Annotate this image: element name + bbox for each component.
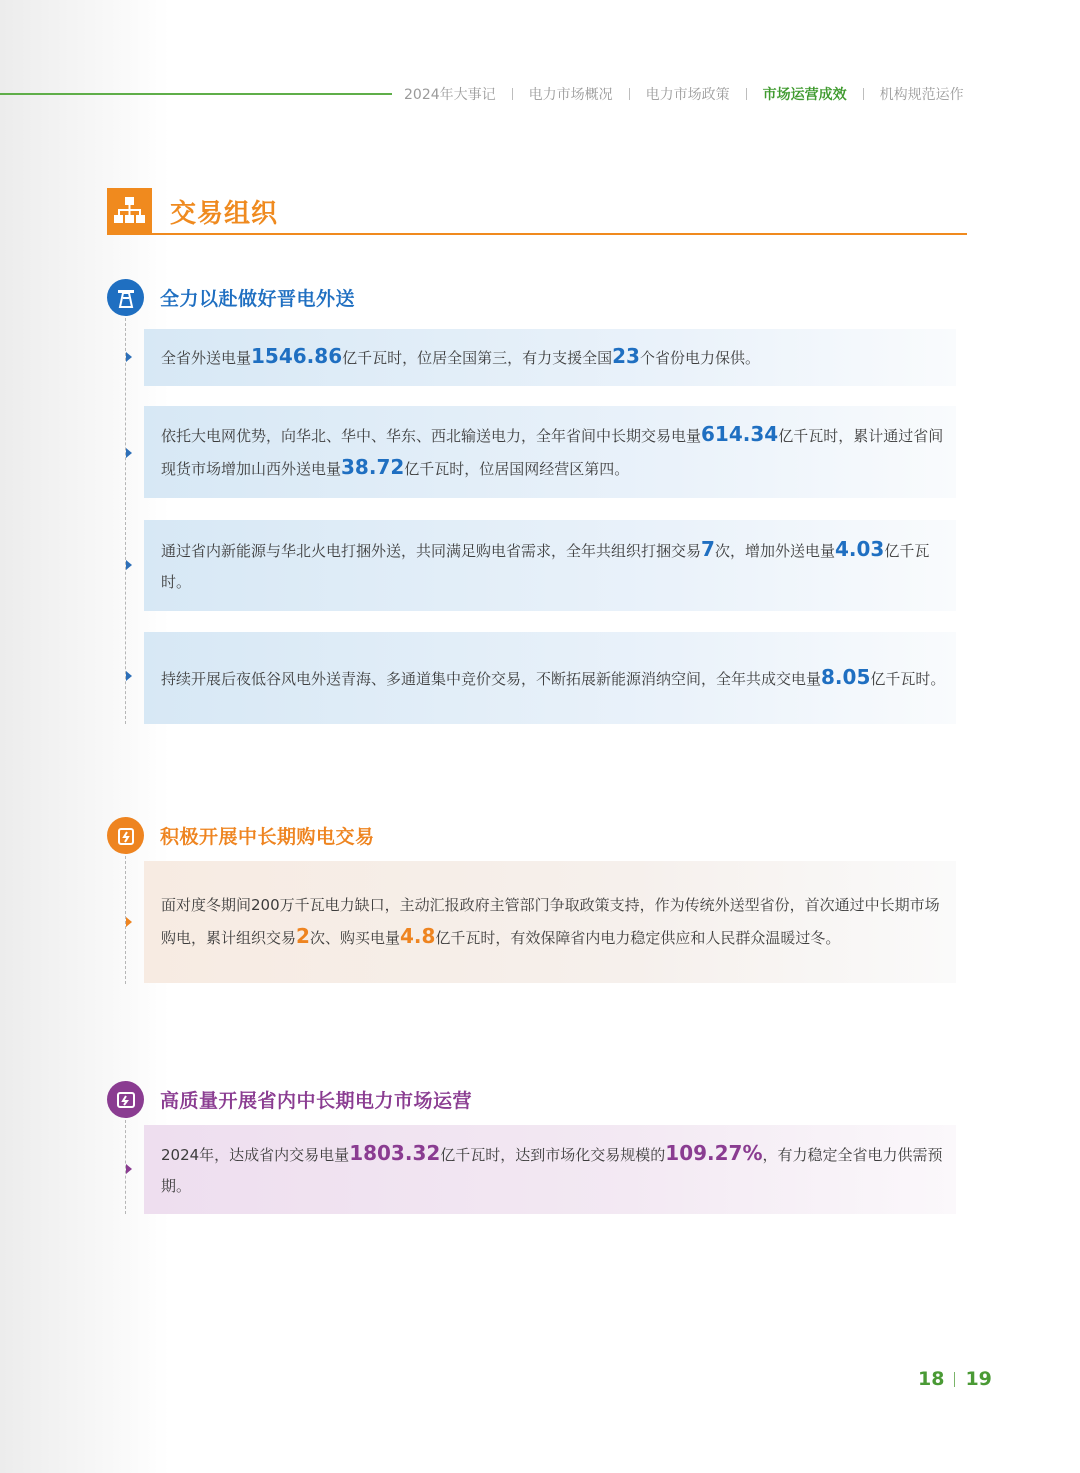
highlight-number: 7 <box>701 536 715 561</box>
highlight-number: 38.72 <box>341 455 405 479</box>
page-number-right: 19 <box>965 1368 992 1390</box>
card-text: 通过省内新能源与华北火电打捆外送，共同满足购电省需求，全年共组织打捆交易 <box>161 541 702 560</box>
nav-item-institution[interactable]: 机构规范运作 <box>879 87 964 103</box>
card-text: 2024年，达成省内交易电量 <box>161 1145 350 1164</box>
section-underline <box>107 233 967 235</box>
market-icon <box>107 1081 144 1118</box>
nav-separator <box>629 88 630 100</box>
card-text: 亿千瓦时。 <box>161 541 930 591</box>
section-title: 交易组织 <box>170 199 279 229</box>
org-chart-icon <box>107 188 152 233</box>
highlight-number: 4.03 <box>834 536 885 561</box>
page-number-left: 18 <box>918 1368 945 1390</box>
card-export-3 <box>144 520 956 611</box>
highlight-number: 1546.86 <box>251 344 343 368</box>
card-text: 亿千瓦时，有效保障省内电力稳定供应和人民群众温暖过冬。 <box>435 929 841 947</box>
card-export-2 <box>144 406 956 498</box>
bullet-arrow-icon <box>126 671 132 681</box>
nav-item-overview[interactable]: 电力市场概况 <box>528 87 613 103</box>
card-text: 亿千瓦时，位居全国第三，有力支援全国 <box>342 349 613 367</box>
highlight-number: 614.34 <box>701 422 779 446</box>
card-purchase-1 <box>144 861 956 983</box>
card-text: 亿千瓦时，达到市场化交易规模的 <box>440 1145 666 1164</box>
card-text: ，有力稳定全省电力供需预期。 <box>161 1145 943 1195</box>
page-number-separator <box>954 1372 955 1387</box>
bullet-arrow-icon <box>126 560 132 570</box>
card-text: 全省外送电量 <box>161 349 252 367</box>
card-text: 次、购买电量 <box>309 929 400 947</box>
group-title-purchase: 积极开展中长期购电交易 <box>160 826 375 848</box>
nav-separator <box>746 88 747 100</box>
chapter-nav <box>404 84 964 104</box>
nav-item-events[interactable]: 2024年大事记 <box>404 87 496 103</box>
nav-item-policy[interactable]: 电力市场政策 <box>645 87 730 103</box>
highlight-number: 2 <box>296 924 310 948</box>
nav-separator <box>512 88 513 100</box>
highlight-number: 8.05 <box>821 664 871 689</box>
purchase-icon <box>107 817 144 854</box>
highlight-number: 23 <box>612 344 640 368</box>
card-provincial-1 <box>144 1125 956 1214</box>
highlight-number: 1803.32 <box>349 1140 441 1165</box>
card-text: 持续开展后夜低谷风电外送青海、多通道集中竞价交易，不断拓展新能源消纳空间，全年共成交电量 <box>161 669 822 688</box>
bullet-arrow-icon <box>126 917 132 927</box>
highlight-number: 4.8 <box>399 924 436 948</box>
card-export-4 <box>144 632 956 724</box>
highlight-number: 109.27% <box>665 1140 763 1165</box>
card-text: 个省份电力保供。 <box>639 349 760 367</box>
page-numbers <box>918 1368 992 1390</box>
group-title-export: 全力以赴做好晋电外送 <box>160 288 356 310</box>
bullet-arrow-icon <box>126 352 132 362</box>
card-text: 面对度冬期间200万千瓦电力缺口，主动汇报政府主管部门争取政策支持，作为传统外送型省份，首次通过中长期市场购电，累计组织交易 <box>161 896 940 947</box>
nav-separator <box>863 88 864 100</box>
bullet-arrow-icon <box>126 448 132 458</box>
card-text: 亿千瓦时，累计通过省间现货市场增加山西外送电量 <box>161 427 944 478</box>
group-title-provincial-market: 高质量开展省内中长期电力市场运营 <box>160 1090 473 1112</box>
card-text: 亿千瓦时。 <box>870 669 946 688</box>
card-export-1 <box>144 329 956 386</box>
power-tower-icon <box>107 279 144 316</box>
nav-item-operation-results[interactable]: 市场运营成效 <box>762 87 847 103</box>
timeline-dashed-line <box>125 318 126 724</box>
bullet-arrow-icon <box>126 1164 132 1174</box>
nav-divider-line <box>0 93 392 95</box>
card-text: 次，增加外送电量 <box>714 541 835 560</box>
card-text: 亿千瓦时，位居国网经营区第四。 <box>404 460 630 478</box>
card-text: 依托大电网优势，向华北、华中、华东、西北输送电力，全年省间中长期交易电量 <box>161 427 702 445</box>
